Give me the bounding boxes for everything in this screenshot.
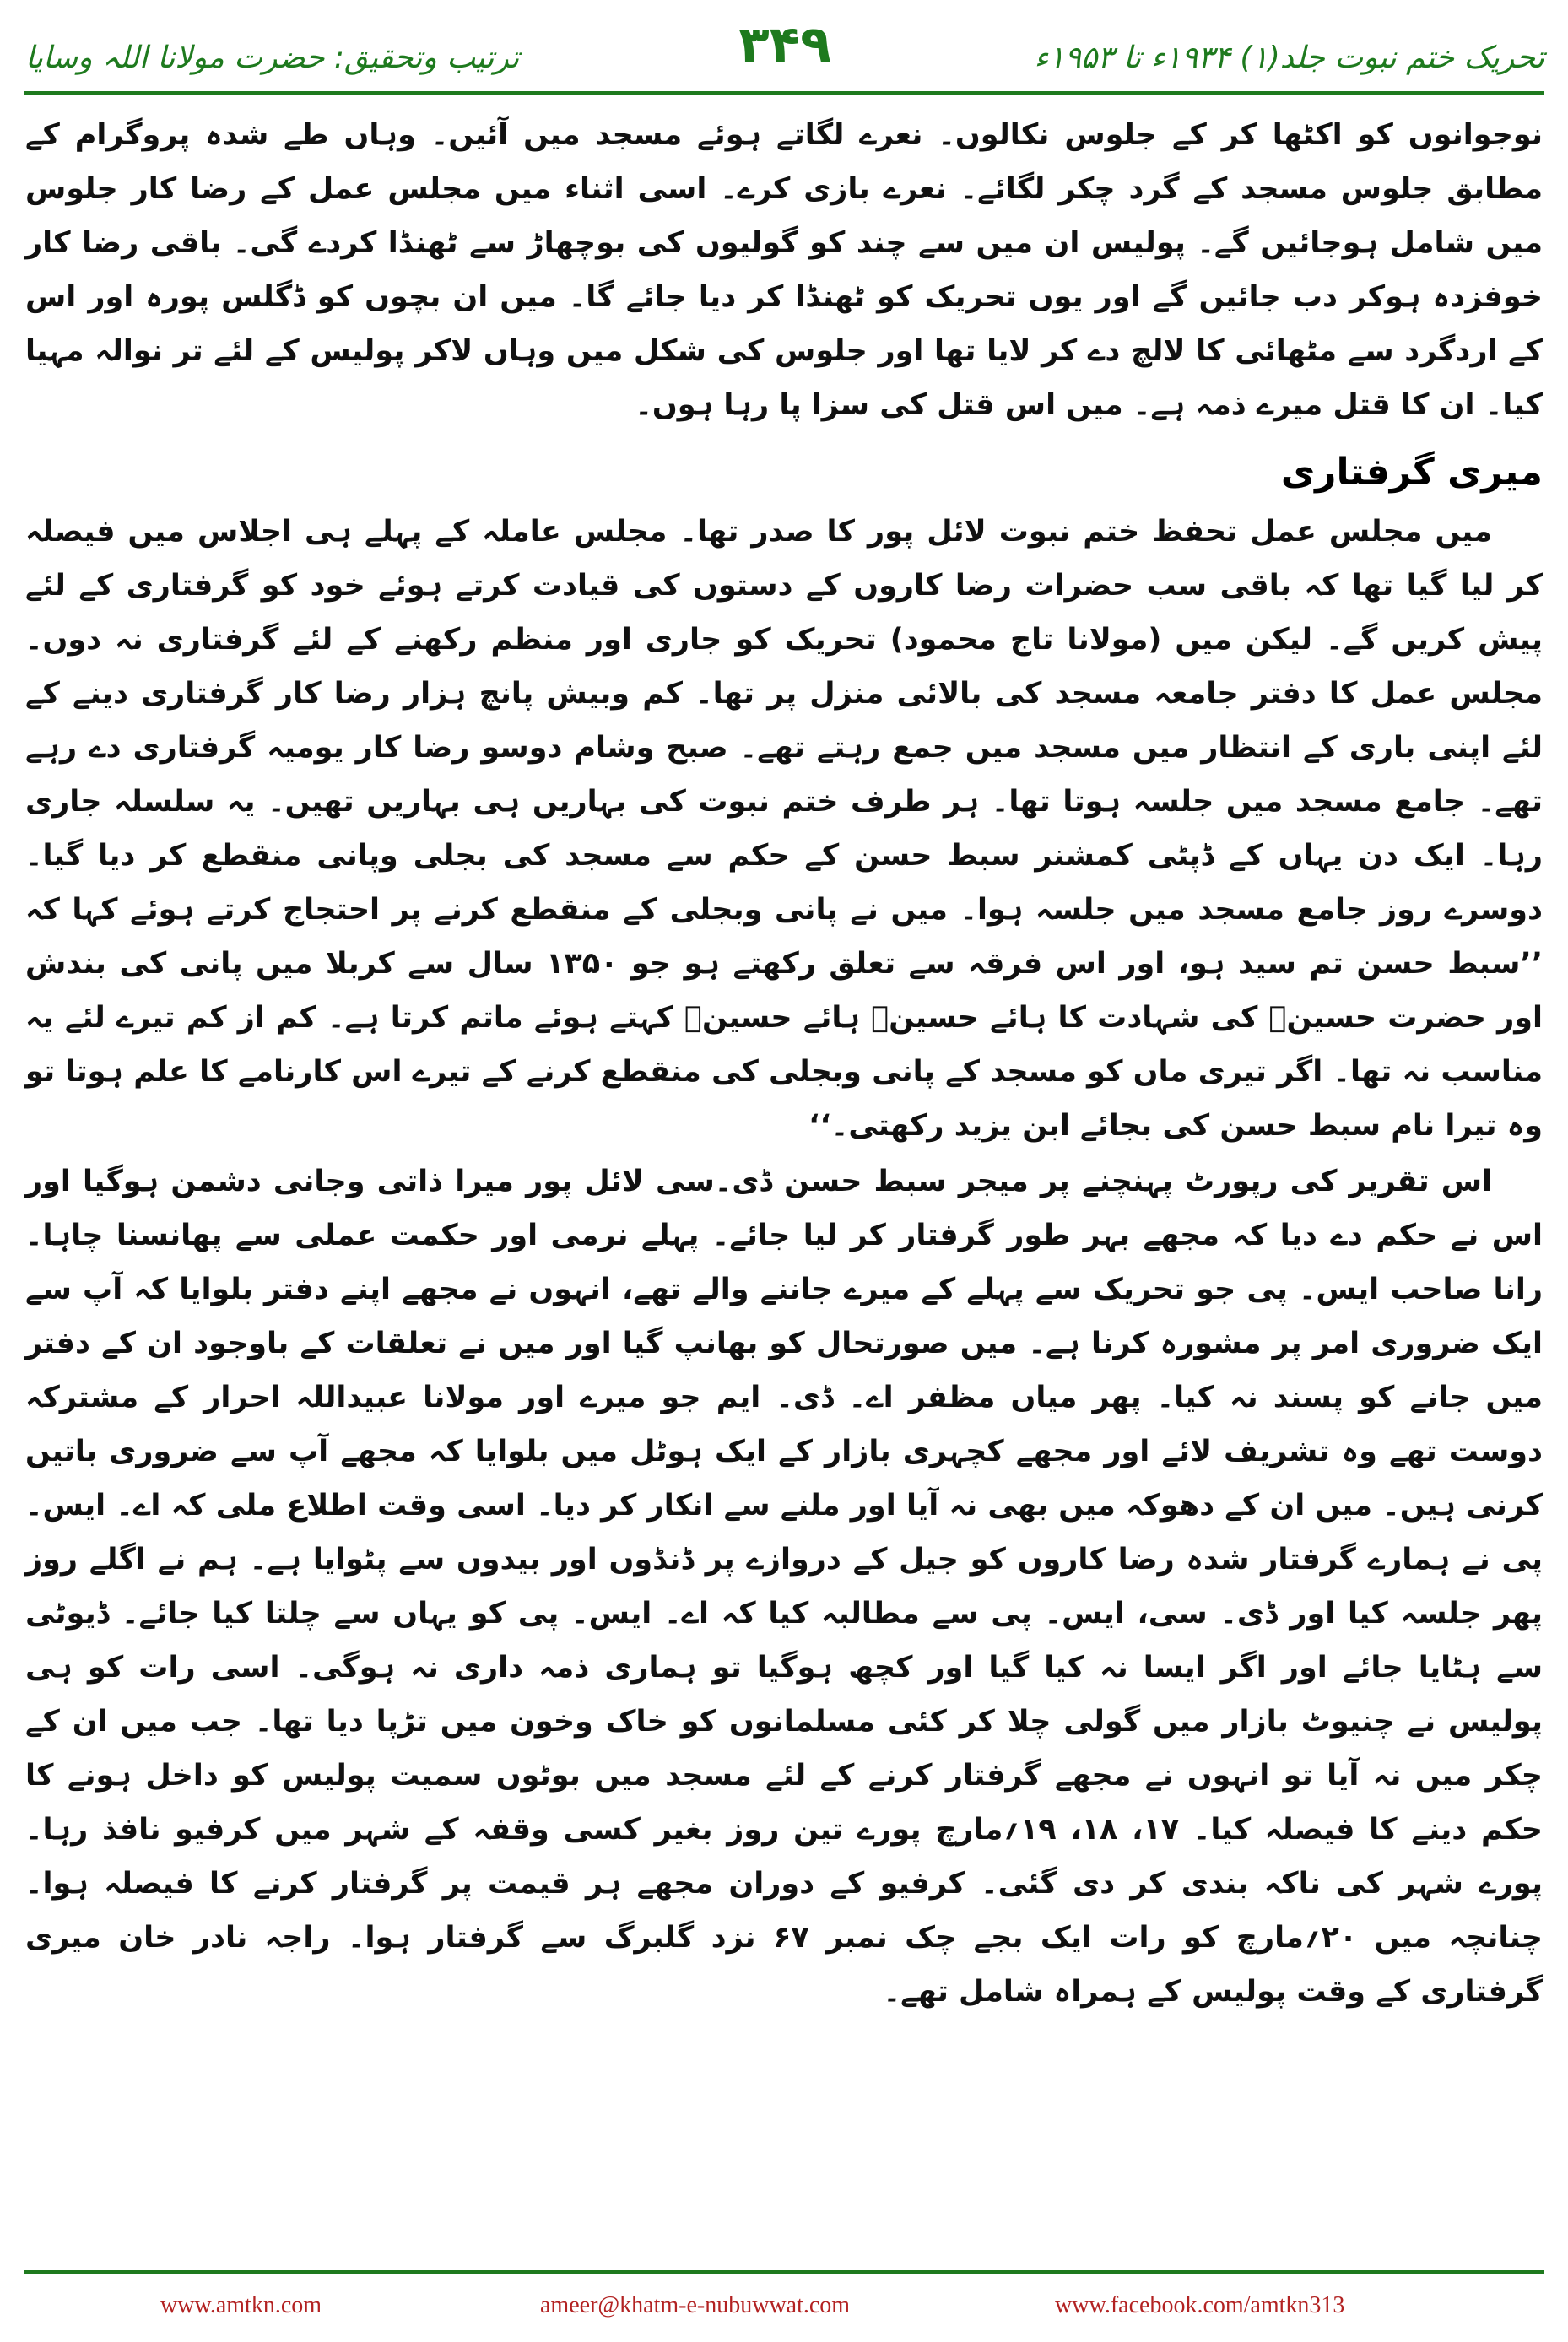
email-link[interactable]: ameer@khatm-e-nubuwwat.com (540, 2292, 851, 2318)
body-paragraph: اس تقریر کی رپورٹ پہنچنے پر میجر سبط حسن ڈی۔سی لائل پور میرا ذاتی وجانی دشمن ہوگیا اور اس نے حکم دے دیا کہ مجھے بہر طور گرفتار کر لیا جائے۔ پہلے نرمی اور حکمت عملی سے پھانسنا چاہا۔ رانا صاحب ایس۔ پی جو تحریک سے پہلے کے میرے جاننے والے تھے، انہوں نے مجھے اپنے دفتر بلوایا کہ آپ سے ایک ضروری امر پر مشورہ کرنا ہے۔ میں صورتحال کو بھانپ گیا اور میں نے تعلقات کے باوجود ان کے دفتر میں جانے کو پسند نہ کیا۔ پھر میاں مظفر اے۔ ڈی۔ ایم جو میرے اور مولانا عبیداللہ احرار کے مشترکہ دوست تھے وہ تشریف لائے اور مجھے کچہری بازار کے ایک ہوٹل میں بلوایا کہ مجھے آپ سے ضروری باتیں کرنی ہیں۔ میں ان کے دھوکہ میں بھی نہ آیا اور ملنے سے انکار کر دیا۔ اسی وقت اطلاع ملی کہ اے۔ ایس۔ پی نے ہمارے گرفتار شدہ رضا کاروں کو جیل کے دروازے پر ڈنڈوں اور بیدوں سے پٹوایا ہے۔ ہم نے اگلے روز پھر جلسہ کیا اور ڈی۔ سی، ایس۔ پی سے مطالبہ کیا کہ اے۔ ایس۔ پی کو یہاں سے چلتا کیا جائے۔ ڈیوٹی سے ہٹایا جائے اور اگر ایسا نہ کیا گیا اور کچھ ہوگیا تو ہماری ذمہ داری نہ ہوگی۔ اسی رات کو ہی پولیس نے چنیوٹ بازار میں گولی چلا کر کئی مسلمانوں کو خاک وخون میں تڑپا دیا تھا۔ جب میں ان کے چکر میں نہ آیا تو انہوں نے مجھے گرفتار کرنے کے لئے مسجد میں بوٹوں سمیت پولیس کو داخل ہونے کا حکم دینے کا فیصلہ کیا۔ ۱۷، ۱۸، ۱۹؍مارچ پورے تین روز بغیر کسی وقفہ کے شہر میں کرفیو نافذ رہا۔ پورے شہر کی ناکہ بندی کر دی گئی۔ کرفیو کے دوران مجھے ہر قیمت پر گرفتار کرنے کا فیصلہ ہوا۔ چنانچہ میں ۲۰؍مارچ کو رات ایک بجے چک نمبر ۶۷ نزد گلبرگ سے گرفتار ہوا۔ راجہ نادر خان میری گرفتاری کے وقت پولیس کے ہمراہ شامل تھے۔ (25, 1165, 1544, 2009)
page-header (0, 0, 1568, 101)
body-paragraph: نوجوانوں کو اکٹھا کر کے جلوس نکالوں۔ نعرے لگاتے ہوئے مسجد میں آئیں۔ وہاں طے شدہ پروگرام کے مطابق جلوس مسجد کے گرد چکر لگائے۔ نعرے بازی کرے۔ اسی اثناء میں مجلس عمل کے رضا کار جلوس میں شامل ہوجائیں گے۔ پولیس ان میں سے چند کو گولیوں کی بوچھاڑ سے ٹھنڈا کردے گی۔ باقی رضا کار خوفزدہ ہوکر دب جائیں گے اور یوں تحریک کو ٹھنڈا کر دیا جائے گا۔ میں ان بچوں کو ڈگلس پورہ اور اس کے اردگرد سے مٹھائی کا لالچ دے کر لایا تھا اور جلوس کی شکل میں وہاں لاکر پولیس کے لئے تر نوالہ مہیا کیا۔ ان کا قتل میرے ذمہ ہے۔ میں اس قتل کی سزا پا رہا ہوں۔ (25, 118, 1543, 422)
website-link[interactable]: www.amtkn.com (160, 2292, 322, 2318)
header-divider (24, 91, 1544, 95)
book-title: تحریک ختم نبوت جلد(۱) ۱۹۳۴ء تا ۱۹۵۳ء (1034, 41, 1544, 75)
page-body (25, 108, 1543, 2020)
facebook-link[interactable]: www.facebook.com/amtkn313 (1055, 2292, 1345, 2318)
body-paragraph: میں مجلس عمل تحفظ ختم نبوت لائل پور کا صدر تھا۔ مجلس عاملہ کے پہلے ہی اجلاس میں فیصلہ کر لیا گیا تھا کہ باقی سب حضرات رضا کاروں کے دستوں کی قیادت کرتے ہوئے خود کو گرفتاری کے لئے پیش کریں گے۔ لیکن میں (مولانا تاج محمود) تحریک کو جاری اور منظم رکھنے کے لئے گرفتاری نہ دوں۔ مجلس عمل کا دفتر جامعہ مسجد کی بالائی منزل پر تھا۔ کم وبیش پانچ ہزار رضا کار گرفتاری دینے کے لئے اپنی باری کے انتظار میں مسجد میں جمع رہتے تھے۔ صبح وشام دوسو رضا کار یومیہ گرفتاری دے رہے تھے۔ جامع مسجد میں جلسہ ہوتا تھا۔ ہر طرف ختم نبوت کی بہاریں ہی بہاریں تھیں۔ یہ سلسلہ جاری رہا۔ ایک دن یہاں کے ڈپٹی کمشنر سبط حسن کے حکم سے مسجد کی بجلی وپانی منقطع کر دیا گیا۔ دوسرے روز جامع مسجد میں جلسہ ہوا۔ میں نے پانی وبجلی کے منقطع کرنے پر احتجاج کرتے ہوئے کہا کہ ’’سبط حسن تم سید ہو، اور اس فرقہ سے تعلق رکھتے ہو جو ۱۳۵۰ سال سے کربلا میں پانی کی بندش اور حضرت حسینؓ کی شہادت کا ہائے حسینؓ ہائے حسینؓ کہتے ہوئے ماتم کرتا ہے۔ کم از کم تیرے لئے یہ مناسب نہ تھا۔ اگر تیری ماں کو مسجد کے پانی وبجلی کی منقطع کرنے کے تیرے اس کارنامے کا علم ہوتا تو وہ تیرا نام سبط حسن کی بجائے ابن یزید رکھتی۔‘‘ (25, 515, 1543, 1143)
page-number: ۳۴۹ (738, 15, 831, 74)
footer-divider (24, 2270, 1544, 2274)
compiler-credit: ترتیب وتحقیق: حضرت مولانا اللہ وسایا (25, 41, 520, 75)
page-footer (0, 2270, 1568, 2342)
section-heading: میری گرفتاری (1280, 451, 1543, 494)
